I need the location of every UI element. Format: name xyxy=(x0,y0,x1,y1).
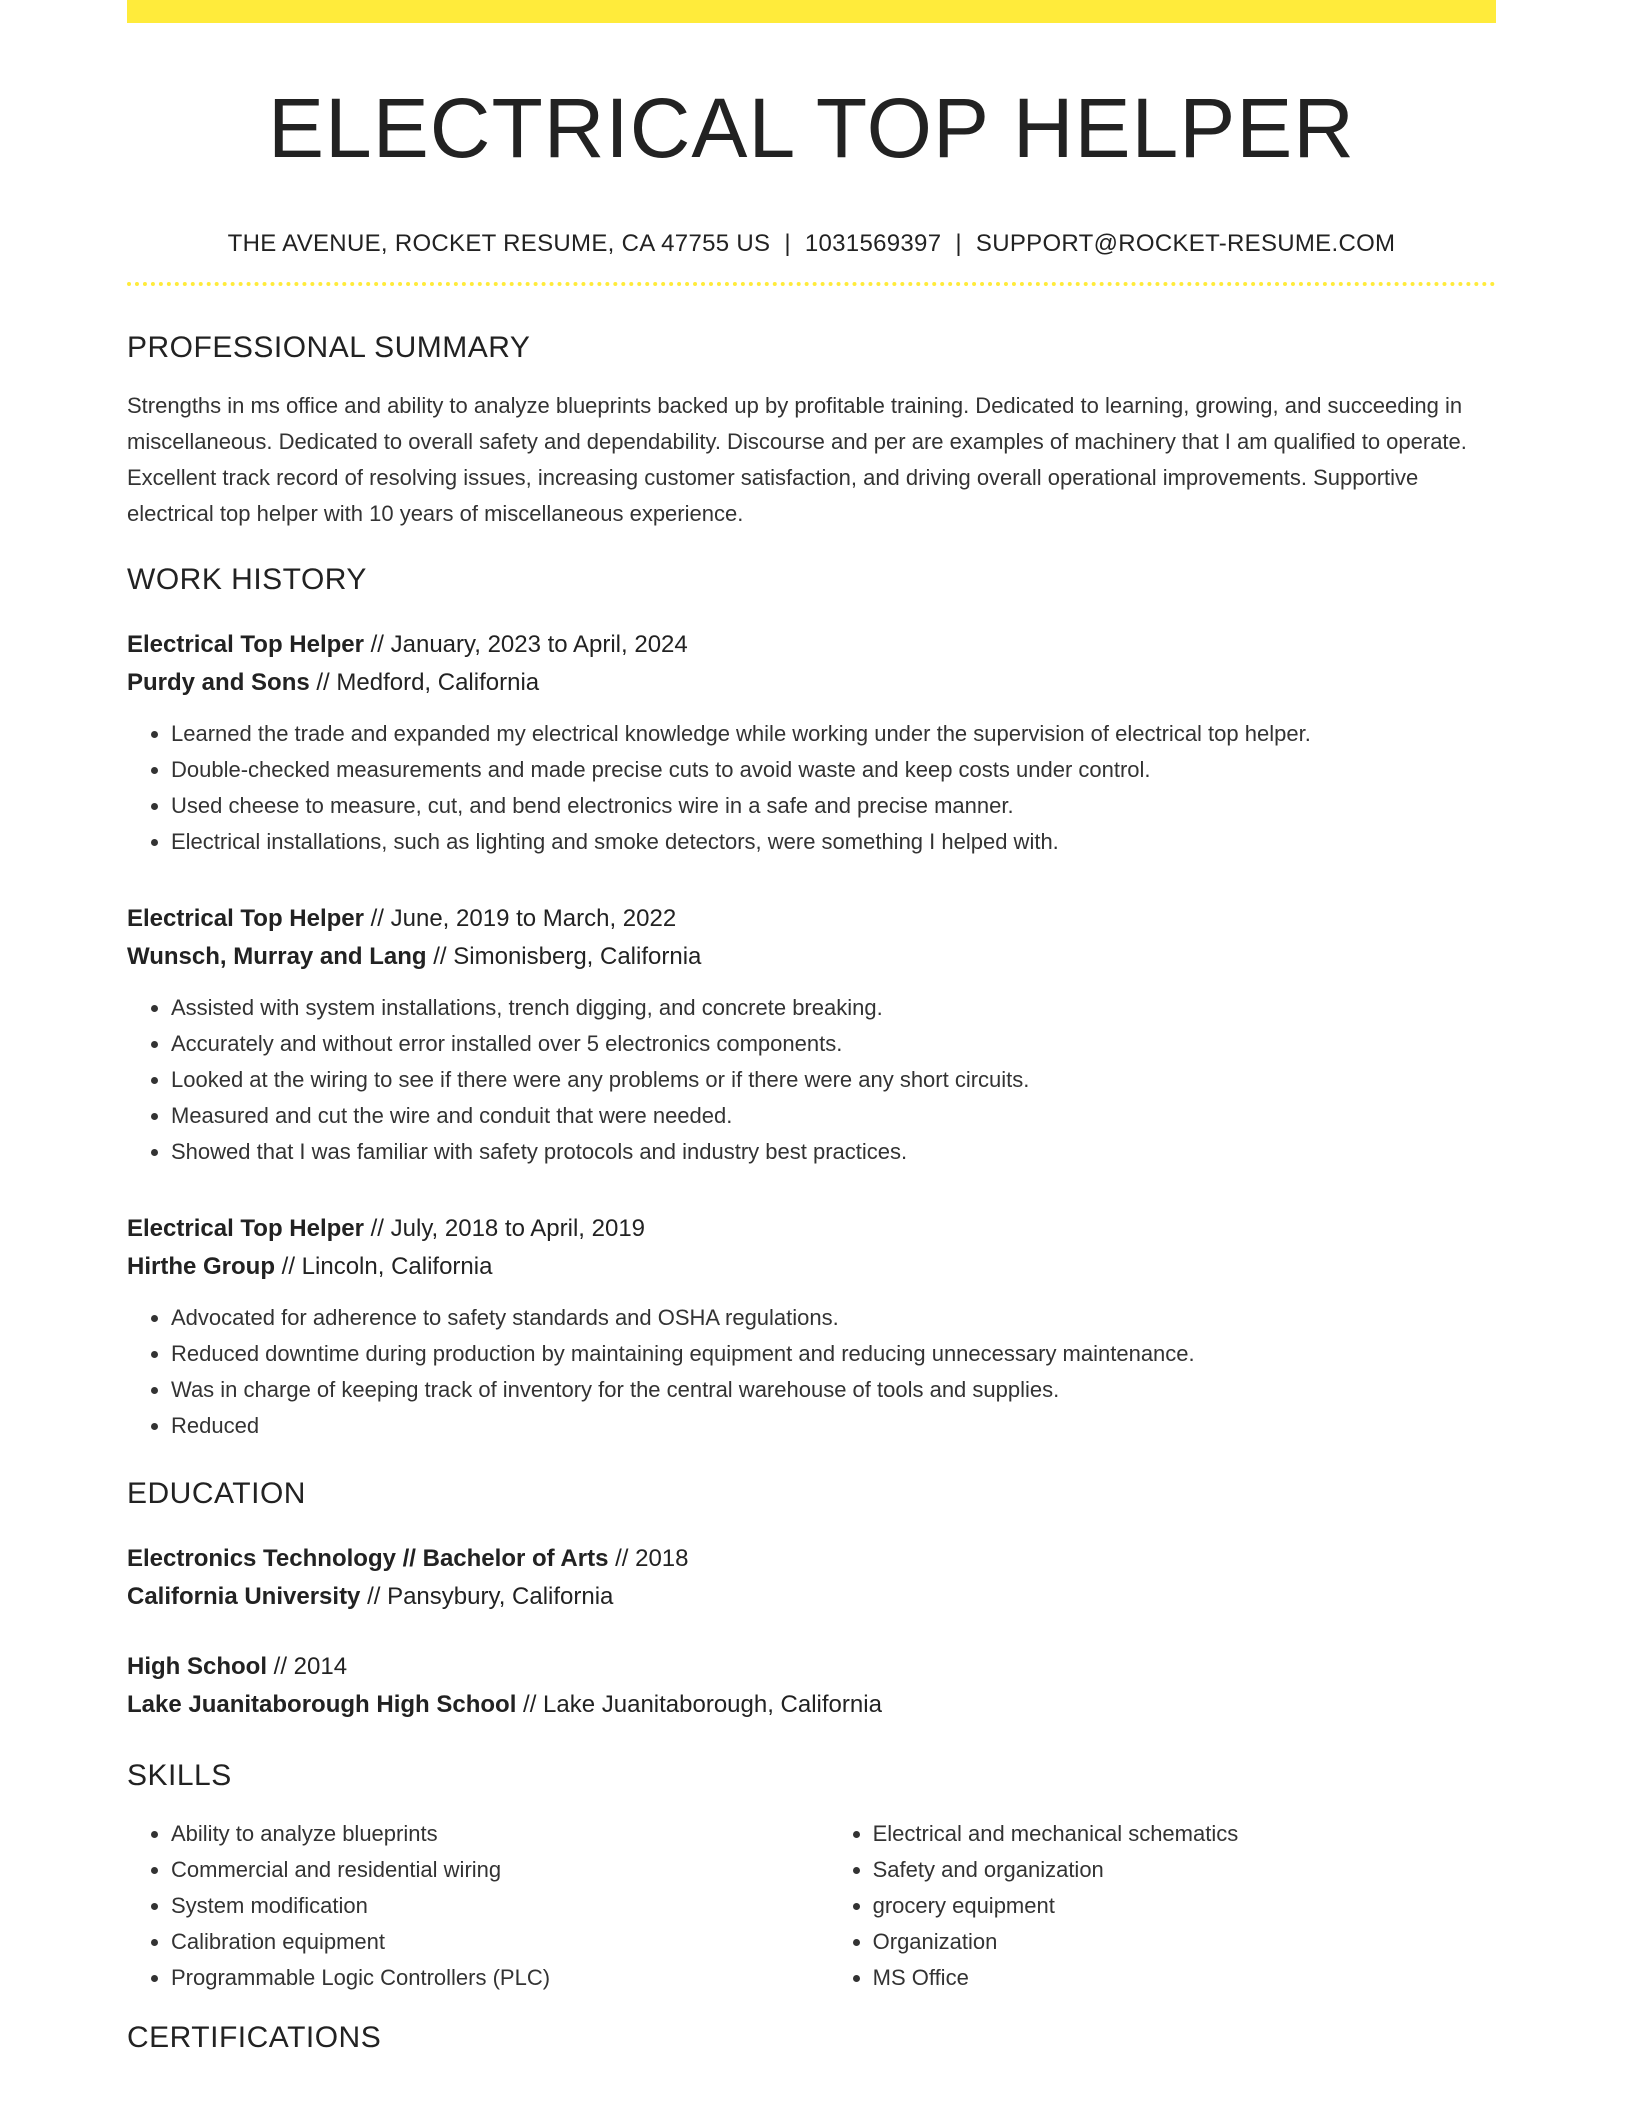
education-location: // Pansybury, California xyxy=(360,1583,614,1610)
education-entry xyxy=(127,1540,1496,1616)
summary-heading: PROFESSIONAL SUMMARY xyxy=(127,331,531,364)
education-school: California University xyxy=(127,1583,361,1610)
job-role-line xyxy=(127,1210,1496,1248)
job-company: Wunsch, Murray and Lang xyxy=(127,943,427,970)
job-dates: // January, 2023 to April, 2024 xyxy=(363,631,688,658)
list-item: • Electrical installations, such as lighting and smoke detectors, were something I helped with. xyxy=(171,824,1496,860)
education-entry xyxy=(127,1648,1496,1724)
list-item: • Reduced downtime during production by maintaining equipment and reducing unnecessary maintenance. xyxy=(171,1336,1496,1372)
education-location: // Lake Juanitaborough, California xyxy=(516,1691,882,1718)
job-role: Electrical Top Helper xyxy=(127,1215,364,1242)
list-item: • System modification xyxy=(171,1888,785,1924)
skills-left-column xyxy=(127,1816,785,1996)
skills-right-column xyxy=(829,1816,1496,1996)
dotted-divider xyxy=(127,282,1496,286)
list-item: • Organization xyxy=(873,1924,1496,1960)
job-role: Electrical Top Helper xyxy=(127,631,364,658)
list-item: • Accurately and without error installed over 5 electronics components. xyxy=(171,1026,1496,1062)
skills-heading: SKILLS xyxy=(127,1759,232,1792)
education-degree-line xyxy=(127,1540,1496,1578)
job-role-line xyxy=(127,626,1496,664)
skills-grid xyxy=(127,1816,1496,1996)
job-bullets xyxy=(127,716,1496,860)
resume-content xyxy=(127,0,1496,2058)
list-item: • Used cheese to measure, cut, and bend electronics wire in a safe and precise manner. xyxy=(171,788,1496,824)
certifications-heading: CERTIFICATIONS xyxy=(127,2021,382,2054)
job-location: // Medford, California xyxy=(309,669,540,696)
job-company: Purdy and Sons xyxy=(127,669,310,696)
contact-separator: | xyxy=(955,230,962,257)
job-role: Electrical Top Helper xyxy=(127,905,364,932)
work-history-heading: WORK HISTORY xyxy=(127,563,367,596)
list-item: • Electrical and mechanical schematics xyxy=(873,1816,1496,1852)
list-item: • Measured and cut the wire and conduit that were needed. xyxy=(171,1098,1496,1134)
education-heading: EDUCATION xyxy=(127,1477,306,1510)
contact-address: THE AVENUE, ROCKET RESUME, CA 47755 US xyxy=(227,230,771,257)
education-year: // 2014 xyxy=(267,1653,348,1680)
contact-separator: | xyxy=(784,230,791,257)
job-bullets xyxy=(127,990,1496,1170)
job-dates: // July, 2018 to April, 2019 xyxy=(363,1215,646,1242)
candidate-name: ELECTRICAL TOP HELPER xyxy=(268,81,1355,175)
list-item: • Ability to analyze blueprints xyxy=(171,1816,785,1852)
contact-line xyxy=(127,228,1496,260)
job-location: // Simonisberg, California xyxy=(426,943,702,970)
education-school-line xyxy=(127,1686,1496,1724)
job-location: // Lincoln, California xyxy=(275,1253,493,1280)
job-company: Hirthe Group xyxy=(127,1253,275,1280)
job-entry xyxy=(127,626,1496,860)
list-item: • Assisted with system installations, trench digging, and concrete breaking. xyxy=(171,990,1496,1026)
list-item: • Safety and organization xyxy=(873,1852,1496,1888)
list-item: • Commercial and residential wiring xyxy=(171,1852,785,1888)
job-company-line xyxy=(127,938,1496,976)
list-item: • grocery equipment xyxy=(873,1888,1496,1924)
education-degree: High School xyxy=(127,1653,267,1680)
job-entry xyxy=(127,900,1496,1170)
job-bullets xyxy=(127,1300,1496,1444)
education-school: Lake Juanitaborough High School xyxy=(127,1691,517,1718)
list-item: • MS Office xyxy=(873,1960,1496,1996)
list-item: • Programmable Logic Controllers (PLC) xyxy=(171,1960,785,1996)
education-year: // 2018 xyxy=(608,1545,689,1572)
education-degree-line xyxy=(127,1648,1496,1686)
list-item: • Showed that I was familiar with safety protocols and industry best practices. xyxy=(171,1134,1496,1170)
list-item: • Calibration equipment xyxy=(171,1924,785,1960)
list-item: • Advocated for adherence to safety standards and OSHA regulations. xyxy=(171,1300,1496,1336)
contact-phone: 1031569397 xyxy=(804,230,942,257)
job-role-line xyxy=(127,900,1496,938)
job-company-line xyxy=(127,1248,1496,1286)
education-degree: Electronics Technology // Bachelor of Arts xyxy=(127,1545,609,1572)
job-company-line xyxy=(127,664,1496,702)
contact-email[interactable]: SUPPORT@ROCKET-RESUME.COM xyxy=(975,230,1396,257)
list-item: • Reduced xyxy=(171,1408,1496,1444)
job-entry xyxy=(127,1210,1496,1444)
job-dates: // June, 2019 to March, 2022 xyxy=(363,905,677,932)
education-school-line xyxy=(127,1578,1496,1616)
list-item: • Double-checked measurements and made precise cuts to avoid waste and keep costs under control. xyxy=(171,752,1496,788)
list-item: • Learned the trade and expanded my electrical knowledge while working under the supervision of electrical top helper. xyxy=(171,716,1496,752)
summary-text: Strengths in ms office and ability to analyze blueprints backed up by profitable training. Dedicated to learning, growing, and succeeding in miscellaneous. Dedicated to overall safety and dependability. Discourse and per are examples of machinery that I am qualified to operate. Excellent track record of resolving issues, increasing customer satisfaction, and driving overall operational improvements. Supportive electrical top helper with 10 years of miscellaneous experience. xyxy=(127,393,1467,526)
list-item: • Was in charge of keeping track of inventory for the central warehouse of tools and supplies. xyxy=(171,1372,1496,1408)
list-item: • Looked at the wiring to see if there were any problems or if there were any short circuits. xyxy=(171,1062,1496,1098)
